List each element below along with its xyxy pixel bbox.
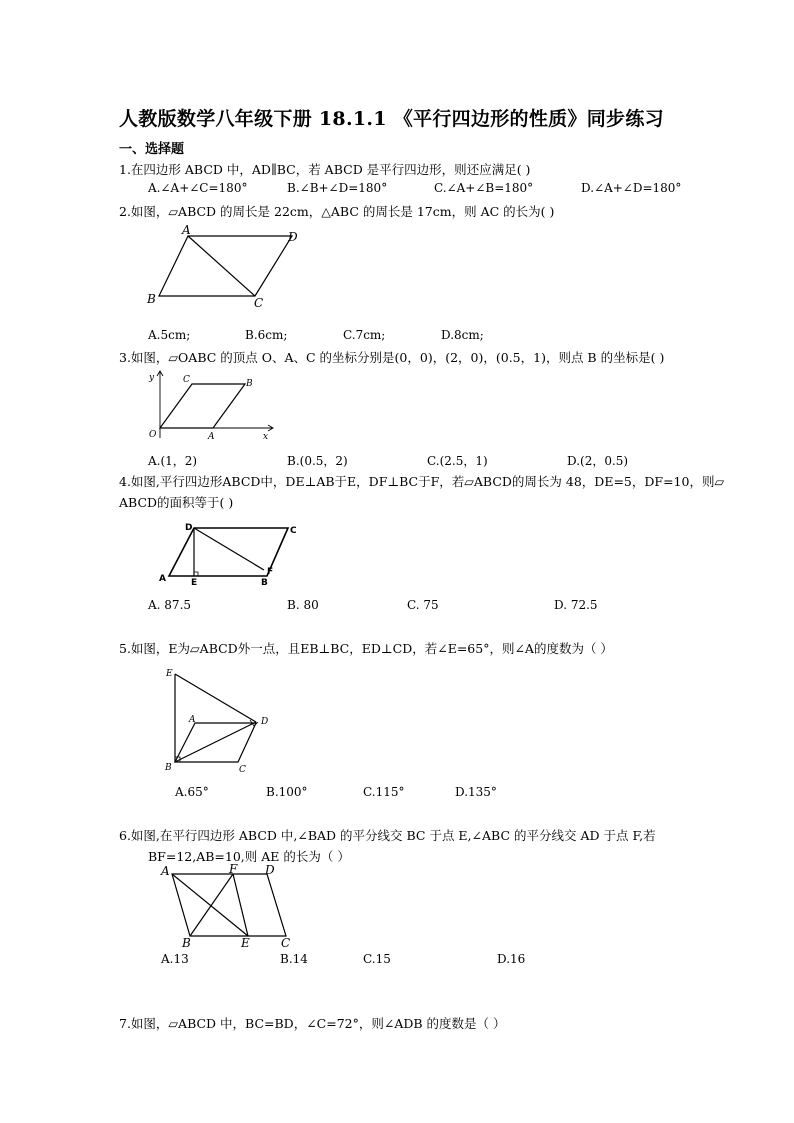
fig2-label-c: C xyxy=(254,296,264,310)
question-2-option-b: B.6cm; xyxy=(245,328,288,342)
fig6-label-d: D xyxy=(265,863,275,877)
fig6-label-f: F xyxy=(229,862,238,876)
fig2-label-b: B xyxy=(147,292,156,306)
fig4-label-b: B xyxy=(261,578,268,588)
question-6-option-d: D.16 xyxy=(497,952,526,966)
question-3-option-a: A.(1，2) xyxy=(148,454,198,468)
fig5-label-a: A xyxy=(189,715,196,725)
fig4-label-f: F xyxy=(267,567,274,577)
fig3-label-x: x xyxy=(263,432,269,442)
fig6-label-a: A xyxy=(161,864,170,878)
fig6-label-b: B xyxy=(182,936,191,950)
question-6-option-c: C.15 xyxy=(363,952,391,966)
question-4-option-c: C. 75 xyxy=(407,598,439,612)
fig4-label-e: E xyxy=(191,578,198,588)
question-4-stem-line1: 4.如图,平行四边形ABCD中，DE⊥AB于E，DF⊥BC于F，若▱ABCD的周长为 48，DE=5，DF=10，则▱ xyxy=(119,474,725,489)
fig5-label-d: D xyxy=(261,717,269,727)
question-1-option-c: C.∠A+∠B=180° xyxy=(434,181,534,195)
fig4-label-d: D xyxy=(185,523,193,533)
question-1-option-a: A.∠A+∠C=180° xyxy=(148,181,248,195)
question-5-figure xyxy=(160,662,280,778)
fig2-label-a: A xyxy=(182,223,191,237)
fig3-label-c: C xyxy=(183,375,190,385)
question-1-option-b: B.∠B+∠D=180° xyxy=(287,181,388,195)
question-6-option-a: A.13 xyxy=(161,952,189,966)
page-title: 人教版数学八年级下册 18.1.1 《平行四边形的性质》同步练习 xyxy=(119,108,664,130)
fig6-label-e: E xyxy=(241,936,250,950)
question-6-stem-line1: 6.如图,在平行四边形 ABCD 中,∠BAD 的平分线交 BC 于点 E,∠ABC 的平分线交 AD 于点 F,若 xyxy=(119,828,656,843)
question-2-option-c: C.7cm; xyxy=(343,328,386,342)
fig5-label-c: C xyxy=(239,765,246,775)
section-heading: 一、选择题 xyxy=(119,142,185,157)
question-3-option-c: C.(2.5，1) xyxy=(427,454,488,468)
question-6-figure xyxy=(155,861,300,951)
question-5-option-a: A.65° xyxy=(175,785,209,799)
question-2-stem: 2.如图，▱ABCD 的周长是 22cm，△ABC 的周长是 17cm，则 AC 的长为( ) xyxy=(119,204,555,219)
question-1-stem: 1.在四边形 ABCD 中，AD∥BC，若 ABCD 是平行四边形，则还应满足( ) xyxy=(119,162,531,177)
question-4-stem-line2: ABCD的面积等于( ) xyxy=(119,495,234,510)
question-7-stem: 7.如图，▱ABCD 中，BC=BD，∠C=72°，则∠ADB 的度数是（ ） xyxy=(119,1016,506,1031)
question-6-stem-line2: BF=12,AB=10,则 AE 的长为（ ） xyxy=(148,849,350,864)
fig6-label-c: C xyxy=(281,936,291,950)
question-2-option-d: D.8cm; xyxy=(441,328,484,342)
fig2-label-d: D xyxy=(288,230,298,244)
question-5-stem: 5.如图，E为▱ABCD外一点，且EB⊥BC，ED⊥CD，若∠E=65°，则∠A的度数为（ ） xyxy=(119,641,613,656)
question-4-option-a: A. 87.5 xyxy=(148,598,192,612)
fig5-label-b: B xyxy=(165,763,172,773)
question-2-figure xyxy=(140,222,315,314)
question-4-option-b: B. 80 xyxy=(287,598,319,612)
fig4-label-a: A xyxy=(159,574,166,584)
fig3-label-o: O xyxy=(149,430,157,440)
fig3-label-a: A xyxy=(208,432,215,442)
question-2-option-a: A.5cm; xyxy=(148,328,191,342)
question-4-option-d: D. 72.5 xyxy=(554,598,598,612)
fig5-label-e: E xyxy=(166,669,173,679)
question-1-option-d: D.∠A+∠D=180° xyxy=(581,181,682,195)
question-3-option-d: D.(2，0.5) xyxy=(567,454,629,468)
question-5-option-b: B.100° xyxy=(266,785,308,799)
fig3-label-b: B xyxy=(246,379,253,389)
question-5-option-d: D.135° xyxy=(455,785,497,799)
question-5-option-c: C.115° xyxy=(363,785,405,799)
question-3-stem: 3.如图，▱OABC 的顶点 O、A、C 的坐标分别是(0，0)，(2，0)，(0.5，1)，则点 B 的坐标是( ) xyxy=(119,350,665,365)
question-4-figure xyxy=(150,518,305,588)
fig4-label-c: C xyxy=(290,526,297,536)
question-3-option-b: B.(0.5，2) xyxy=(287,454,348,468)
question-3-figure xyxy=(143,368,278,444)
question-6-option-b: B.14 xyxy=(280,952,308,966)
fig3-label-y: y xyxy=(149,373,155,383)
